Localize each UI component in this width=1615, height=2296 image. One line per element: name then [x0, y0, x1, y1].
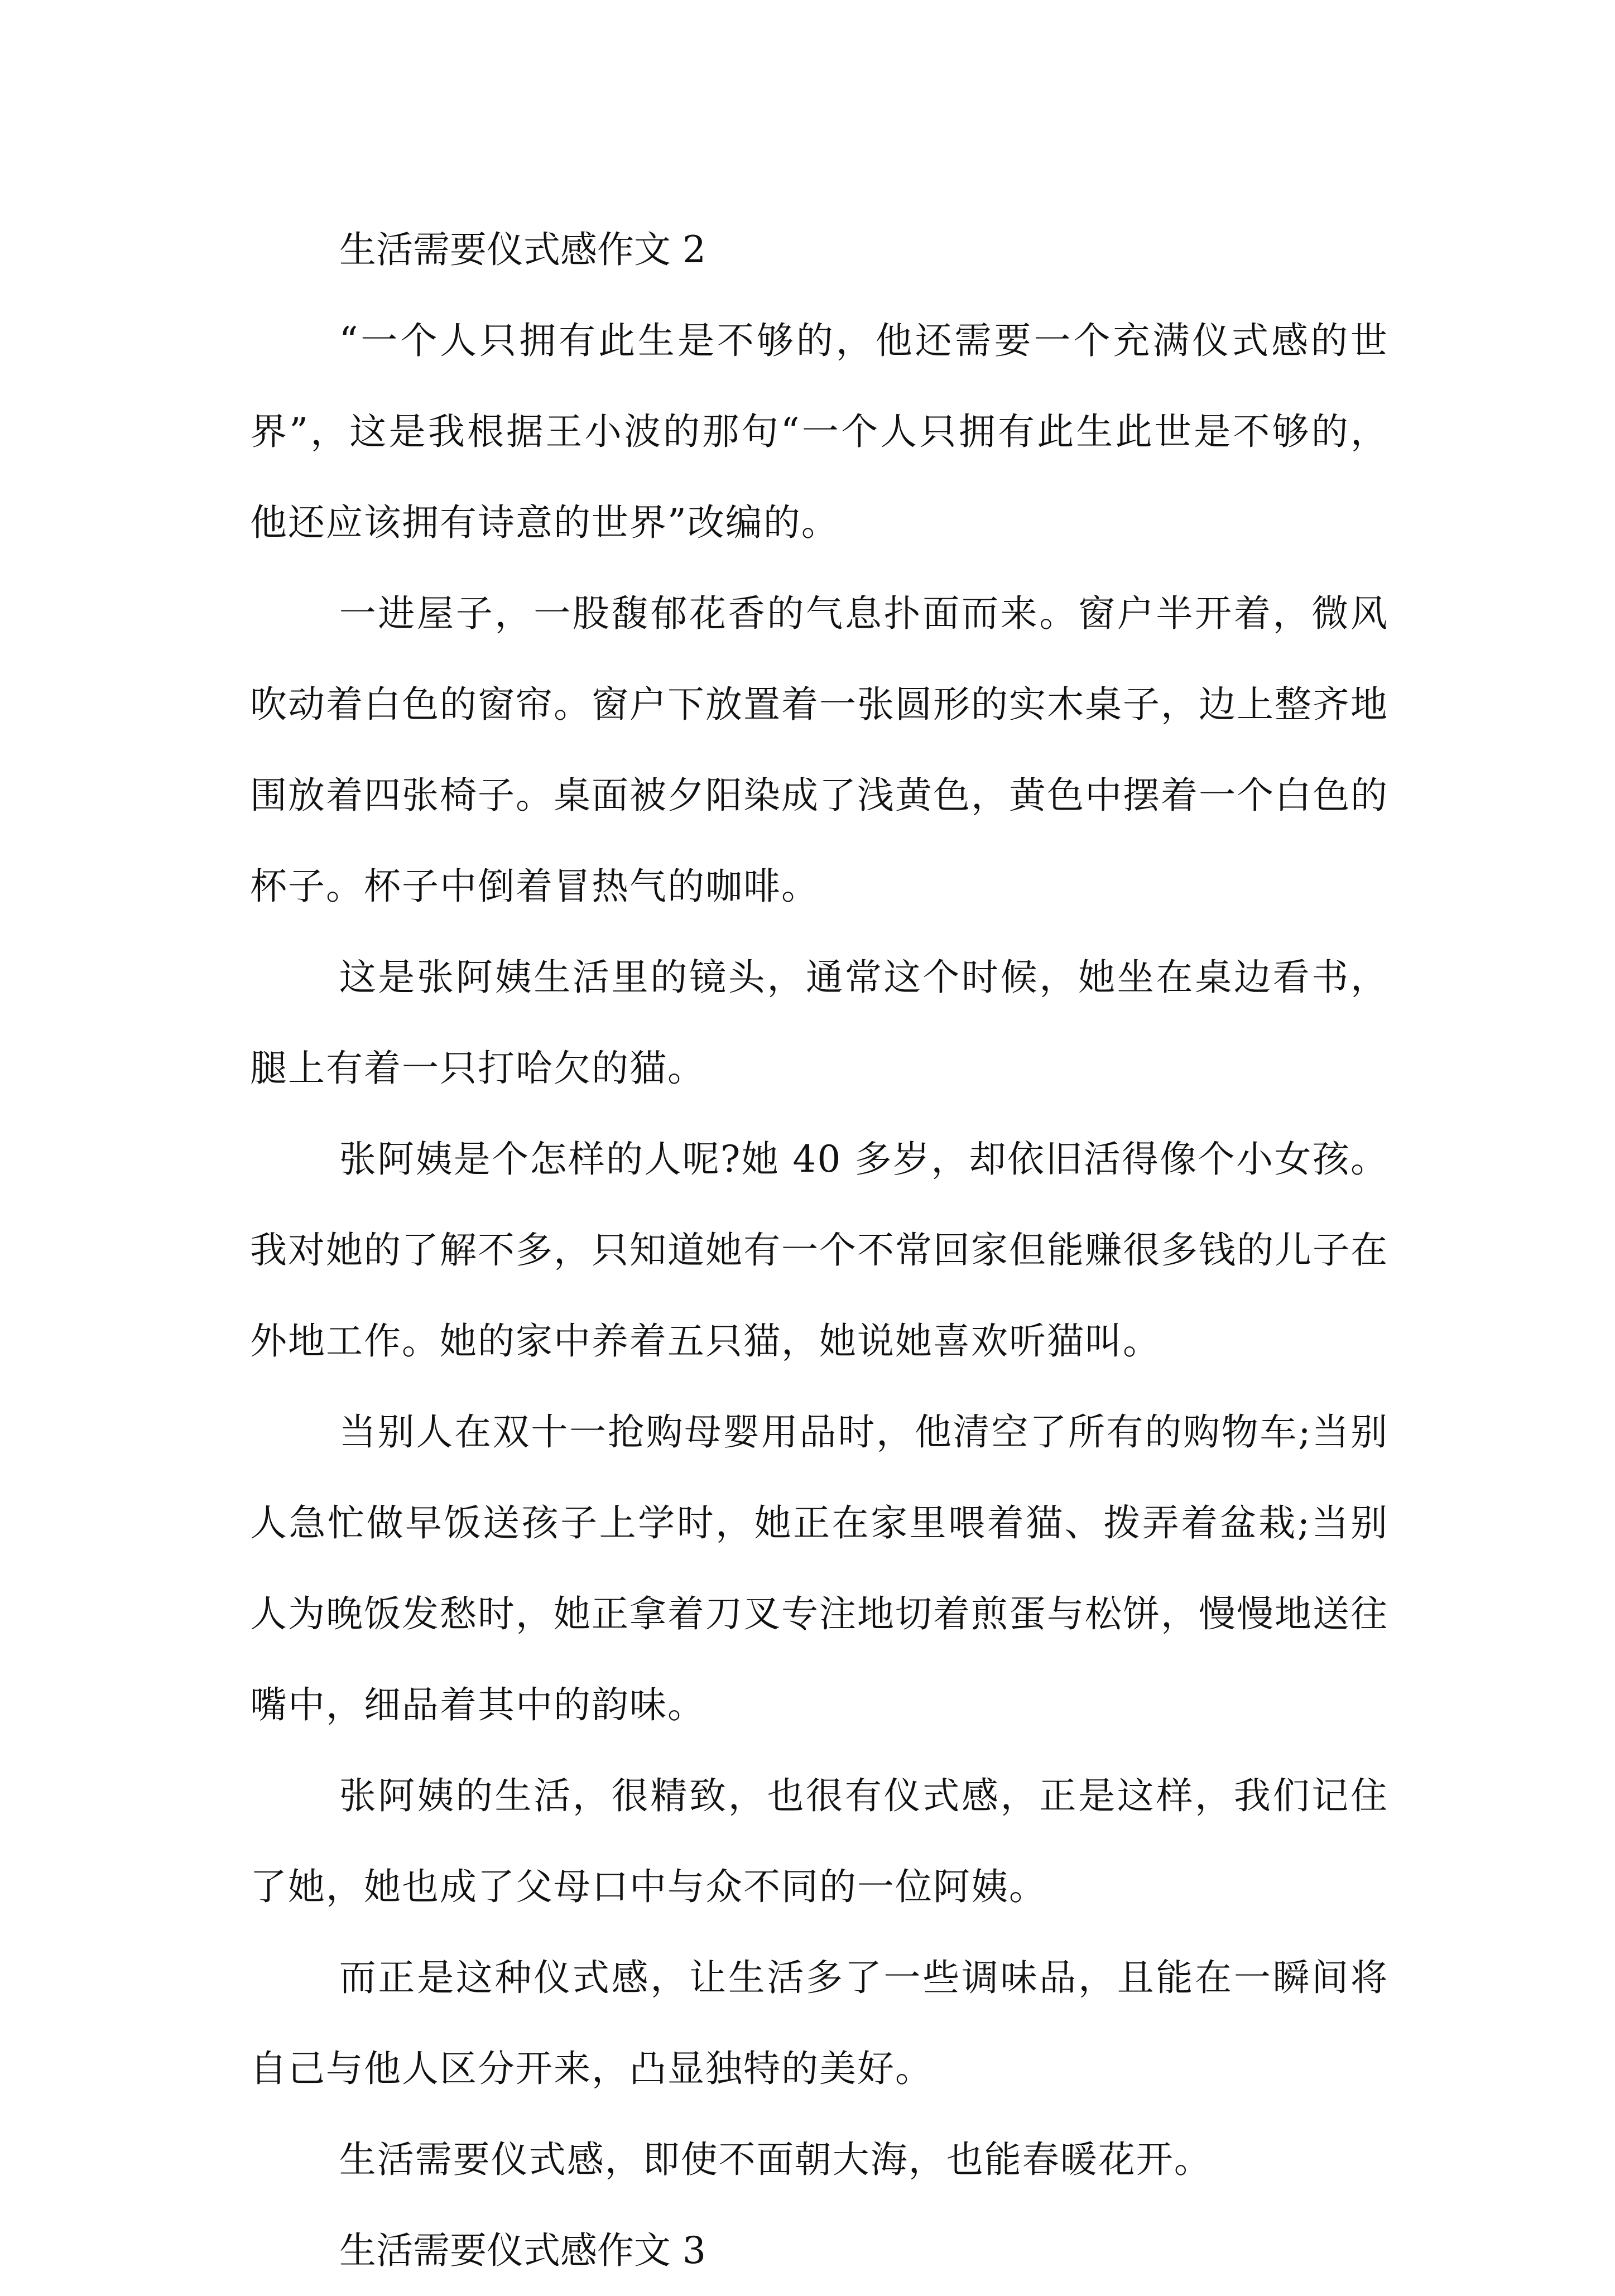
paragraph-2: 一进屋子，一股馥郁花香的气息扑面而来。窗户半开着，微风吹动着白色的窗帘。窗户下放置着一张圆形的实木桌子，边上整齐地围放着四张椅子。桌面被夕阳染成了浅黄色，黄色中摆着一个白色的杯子。杯子中倒着冒热气的咖啡。	[250, 592, 1388, 908]
paragraph-3: 这是张阿姨生活里的镜头，通常这个时候，她坐在桌边看书，腿上有着一只打哈欠的猫。	[250, 956, 1388, 1090]
paragraph-5: 当别人在双十一抢购母婴用品时，他清空了所有的购物车;当别人急忙做早饭送孩子上学时，她正在家里喂着猫、拨弄着盆栽;当别人为晚饭发愁时，她正拿着刀叉专注地切着煎蛋与松饼，慢慢地送往嘴中，细品着其中的韵味。	[250, 1411, 1388, 1726]
paragraph-6: 张阿姨的生活，很精致，也很有仪式感，正是这样，我们记住了她，她也成了父母口中与众不同的一位阿姨。	[250, 1774, 1388, 1908]
document-body	[250, 204, 1388, 2296]
paragraph-1: “一个人只拥有此生是不够的，他还需要一个充满仪式感的世界”，这是我根据王小波的那句“一个人只拥有此生此世是不够的，他还应该拥有诗意的世界”改编的。	[250, 319, 1388, 544]
paragraph-8: 生活需要仪式感，即使不面朝大海，也能春暖花开。	[339, 2138, 1212, 2181]
paragraph-7: 而正是这种仪式感，让生活多了一些调味品，且能在一瞬间将自己与他人区分开来，凸显独特的美好。	[250, 1956, 1388, 2090]
section-heading-2: 生活需要仪式感作文 2	[339, 228, 706, 271]
paragraph-4: 张阿姨是个怎样的人呢?她 40 多岁，却依旧活得像个小女孩。我对她的了解不多，只知道她有一个不常回家但能赚很多钱的儿子在外地工作。她的家中养着五只猫，她说她喜欢听猫叫。	[250, 1138, 1388, 1363]
section-heading-3: 生活需要仪式感作文 3	[339, 2229, 706, 2272]
